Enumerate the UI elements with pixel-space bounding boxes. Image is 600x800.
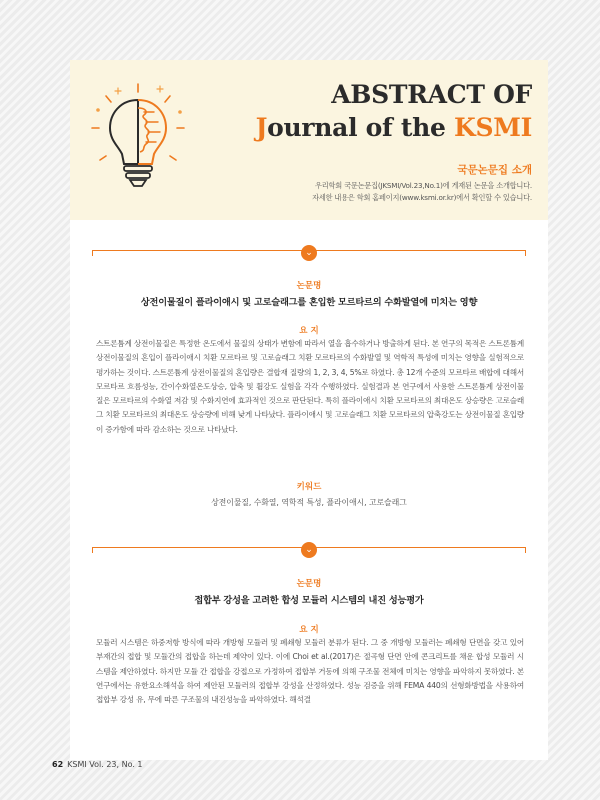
journal-title	[256, 113, 532, 142]
article-1-keywords: 상전이물질, 수화열, 역학적 특성, 플라이애시, 고로슬래그	[211, 498, 407, 507]
page-number: 62	[52, 760, 64, 769]
journal-title-middle: ournal of the	[267, 113, 455, 142]
article-2-abstract: 모듈러 시스템은 하중저항 방식에 따라 개방형 모듈러 및 폐쇄형 모듈러 분류가 된다. 그 중 개방형 모듈러는 폐쇄형 단면을 갖고 있어 부재간의 접합 및 모듈간의 접합을 하는데 제약이 있다. 이에 Choi et al.(2017)은 절곡형 단면 안에 콘크리트를 채운 합성 모듈러 시스템을 제안하였다. 하지만 모듈 간 접합을 강접으로 가정하여 접합부 거동에 의해 구조물 전체에 미치는 영향을 파악하지 못하였다. 본 연구에서는 유한요소해석을 하여 제안된 모듈러의 접합부 강성을 산정하였다. 성능 검증을 위해 FEMA 440의 선형화방법을 사용하여 접합부 강성 유, 무에 따른 구조물의 내진성능을 파악하였다. 해석결	[96, 638, 524, 705]
article-2-abstract-label: 요 지	[299, 625, 319, 635]
abstract-title: ABSTRACT OF	[331, 80, 532, 109]
lightbulb-brain-icon	[88, 82, 188, 202]
article-2-title: 접합부 강성을 고려한 합성 모듈러 시스템의 내진 성능평가	[194, 595, 424, 606]
abstract-header	[70, 60, 548, 220]
chevron-down-icon: ⌄	[301, 245, 317, 261]
journal-title-ksmi: KSMI	[454, 113, 532, 142]
article-1-abstract-label: 요 지	[299, 326, 319, 336]
journal-title-initial: J	[255, 113, 268, 142]
article-1-title: 상전이물질이 플라이애시 및 고로슬래그를 혼입한 모르타르의 수화발열에 미치는 영향	[140, 297, 478, 308]
journal-issue: KSMI Vol. 23, No. 1	[67, 760, 143, 769]
page-footer	[52, 760, 143, 769]
article-2-title-label: 논문명	[296, 579, 322, 589]
intro-heading: 국문논문집 소개	[457, 164, 532, 176]
article-1-title-label: 논문명	[296, 281, 322, 291]
journal-page	[70, 60, 548, 760]
intro-line-2: 자세한 내용은 학회 홈페이지(www.ksmi.or.kr)에서 확인할 수 있습니다.	[312, 193, 532, 202]
intro-line-1: 우리학회 국문논문집(JKSMI/Vol.23,No.1)에 게재된 논문을 소개합니다.	[315, 181, 532, 190]
chevron-down-icon: ⌄	[301, 542, 317, 558]
article-1-keywords-label: 키워드	[296, 482, 322, 492]
article-1-abstract: 스트론튬계 상전이물질은 특정한 온도에서 물질의 상태가 변함에 따라서 열을 흡수하거나 방출하게 된다. 본 연구의 목적은 스트론튬계 상전이물질의 혼입이 플라이애시 치환 모르타르 및 고로슬래그 치환 모르타르의 수화발열 및 역학적 특성에 미치는 영향을 실험적으로 평가하는 것이다. 스트론튬계 상전이물질의 혼입량은 결합재 질량의 1, 2, 3, 4, 5%로 하였다. 총 12개 수준의 모르타르 배합에 대해서 모르타르 흐름성능, 간이수화열온도상승, 압축 및 휨강도 실험을 각각 수행하였다. 실험결과 본 연구에서 사용한 스트론튬계 상전이물질은 모르타르의 수화열 저감 및 수화지연에 효과적인 것으로 판단된다. 특히 플라이애시 치환 모르타르의 최대온도 상승량은 고로슬래그 치환 모르타르의 최대온도 상승량에 비해 낮게 나타났다. 플라이애시 및 고로슬래그 치환 모르타르의 압축강도는 상전이물질 혼입량이 증가함에 따라 감소하는 것으로 나타났다.	[96, 339, 524, 434]
